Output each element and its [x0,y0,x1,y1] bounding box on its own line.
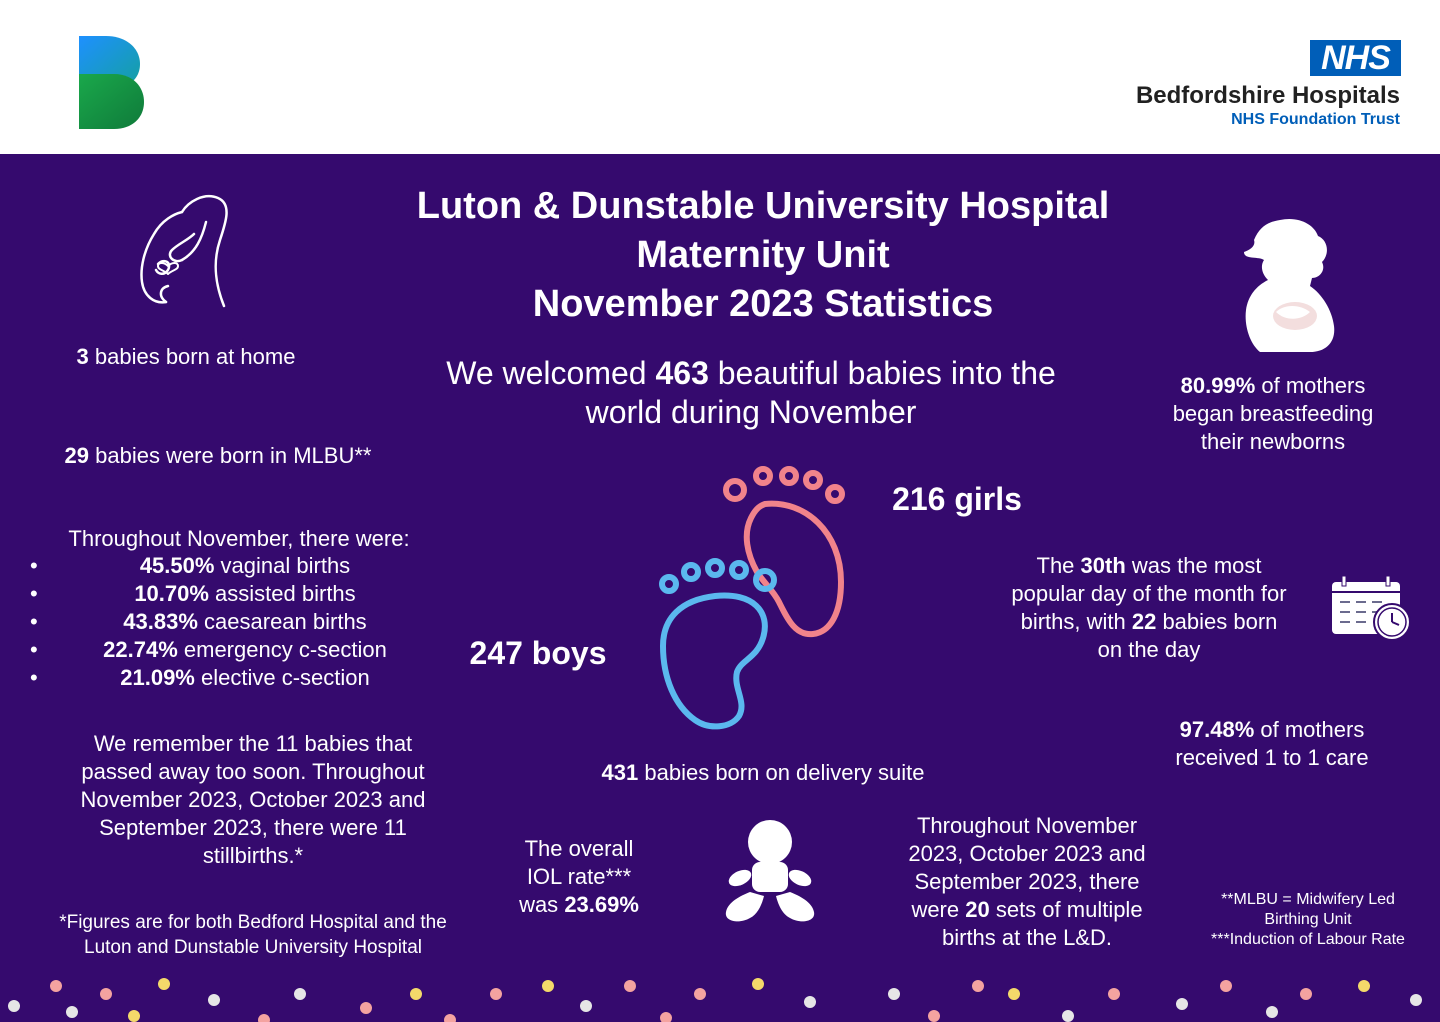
iol-line-3 [500,891,658,919]
girl-foot-icon [726,469,842,634]
confetti-dot [410,988,422,1000]
confetti-dot [100,988,112,1000]
one-to-one-value: 97.48% [1179,717,1255,742]
confetti-dot [694,988,706,1000]
abbr-line-2: Birthing Unit [1264,911,1352,928]
title-line-1: Luton & Dunstable University Hospital [416,185,1110,227]
delivery-value: 10.70% [134,581,209,606]
calendar-clock-icon [1330,576,1414,642]
multiple-births-stat [892,812,1162,952]
confetti-dot [660,1012,672,1022]
delivery-label: assisted births [208,581,356,606]
home-births-stat [40,344,332,370]
confetti-dot [624,980,636,992]
confetti-dot [1220,980,1232,992]
confetti-dot [128,1010,140,1022]
confetti-dot [1176,998,1188,1010]
baby-feet-icon [655,462,850,732]
list-item [30,552,460,580]
mlbu-number: 29 [64,443,89,468]
abbr-line-1: **MLBU = Midwifery Led [1221,891,1395,908]
title-line-2: Maternity Unit [636,234,890,276]
welcome-pre: We welcomed [446,355,656,391]
delivery-intro: Throughout November, there were: [68,526,410,551]
confetti-dot [294,988,306,1000]
list-item [30,664,460,692]
confetti-dot [804,996,816,1008]
confetti-dot [444,1014,456,1022]
delivery-suite-text: babies born on delivery suite [638,760,925,785]
confetti-dot [972,980,984,992]
mlbu-stat [30,443,406,469]
delivery-value: 22.74% [103,637,178,662]
iol-line-1: The overall [524,836,634,861]
mlbu-text: babies were born in MLBU** [89,443,372,468]
popular-day-mid: was the most popular day of the month for births, with [1011,553,1287,634]
delivery-label: elective c-section [194,665,370,690]
confetti-dot [258,1014,270,1022]
popular-day-stat [1008,552,1290,664]
list-item [30,636,460,664]
delivery-suite-stat [560,760,966,786]
confetti-dot [752,978,764,990]
confetti-dot [360,1002,372,1014]
one-to-one-care-stat [1150,716,1394,772]
confetti-dot [50,980,62,992]
confetti-dot [1008,988,1020,1000]
confetti-dot [1358,980,1370,992]
header-bar [0,0,1440,154]
nhs-badge [1310,40,1401,76]
confetti-dot [8,1000,20,1012]
one-to-one-text: of mothers received 1 to 1 care [1175,717,1369,770]
boys-count: 247 boys [469,635,607,671]
figures-footnote: *Figures are for both Bedford Hospital and the Luton and Dunstable University Hospital [59,912,447,958]
confetti-dot [1108,988,1120,1000]
delivery-suite-number: 431 [601,760,639,785]
popular-day-value: 30th [1080,553,1126,578]
iol-line-2: IOL rate*** [526,864,632,889]
multiples-post: sets of multiple births at the L&D. [942,897,1143,950]
confetti-dot [888,988,900,1000]
delivery-value: 43.83% [123,609,198,634]
delivery-label: vaginal births [214,553,351,578]
breastfeeding-value: 80.99% [1180,373,1256,398]
delivery-breakdown-list [30,552,460,692]
title-line-3: November 2023 Statistics [532,283,994,325]
confetti-dot [158,978,170,990]
welcome-number: 463 [655,355,709,391]
boy-foot-icon [662,561,774,726]
multiples-pre: Throughout November 2023, October 2023 and September 2023, there were [908,813,1146,922]
confetti-dot [1062,1010,1074,1022]
nhs-badge-text: NHS [1321,39,1390,77]
confetti-dot [490,988,502,1000]
breastfeeding-text: of mothers began breastfeeding their newborns [1172,373,1374,454]
home-births-text: babies born at home [88,344,296,369]
delivery-value: 45.50% [139,553,215,578]
iol-pre: was [519,892,565,917]
baby-icon [720,818,820,928]
confetti-dot [1300,988,1312,1000]
main-panel [0,154,1440,1022]
breastfeeding-mother-icon [1240,216,1340,356]
delivery-value: 21.09% [120,665,195,690]
iol-stat [500,835,658,919]
popular-day-post: babies born on the day [1097,609,1278,662]
delivery-label: caesarean births [197,609,367,634]
delivery-label: emergency c-section [177,637,387,662]
confetti-dot [66,1006,78,1018]
confetti-dot [208,994,220,1006]
confetti-dot [542,980,554,992]
list-item [30,580,460,608]
list-item [30,608,460,636]
abbr-line-3: ***Induction of Labour Rate [1211,931,1405,948]
remembrance-text: We remember the 11 babies that passed away too soon. Throughout November 2023, October 2023 and September 2023, there were 11 stillbirths.* [80,731,426,868]
home-births-number: 3 [76,344,89,369]
confetti-dot [1410,994,1422,1006]
bedfordshire-b-logo [74,34,148,132]
iol-value: 23.69% [564,892,639,917]
trust-subtitle: NHS Foundation Trust [1231,111,1400,128]
welcome-post: beautiful babies into the world during November [585,355,1056,430]
multiples-number: 20 [965,897,990,922]
pregnant-woman-icon [134,194,244,310]
abbreviations-note [1190,890,1426,950]
popular-day-number: 22 [1131,609,1157,634]
breastfeeding-stat [1150,372,1396,456]
confetti-dot [1266,1006,1278,1018]
trust-name: Bedfordshire Hospitals [1135,82,1400,109]
popular-day-pre: The [1036,553,1081,578]
page-title [340,182,1186,329]
welcome-text [446,354,1056,432]
confetti-dot [928,1010,940,1022]
confetti-dot [580,1000,592,1012]
girls-count: 216 girls [892,481,1022,517]
